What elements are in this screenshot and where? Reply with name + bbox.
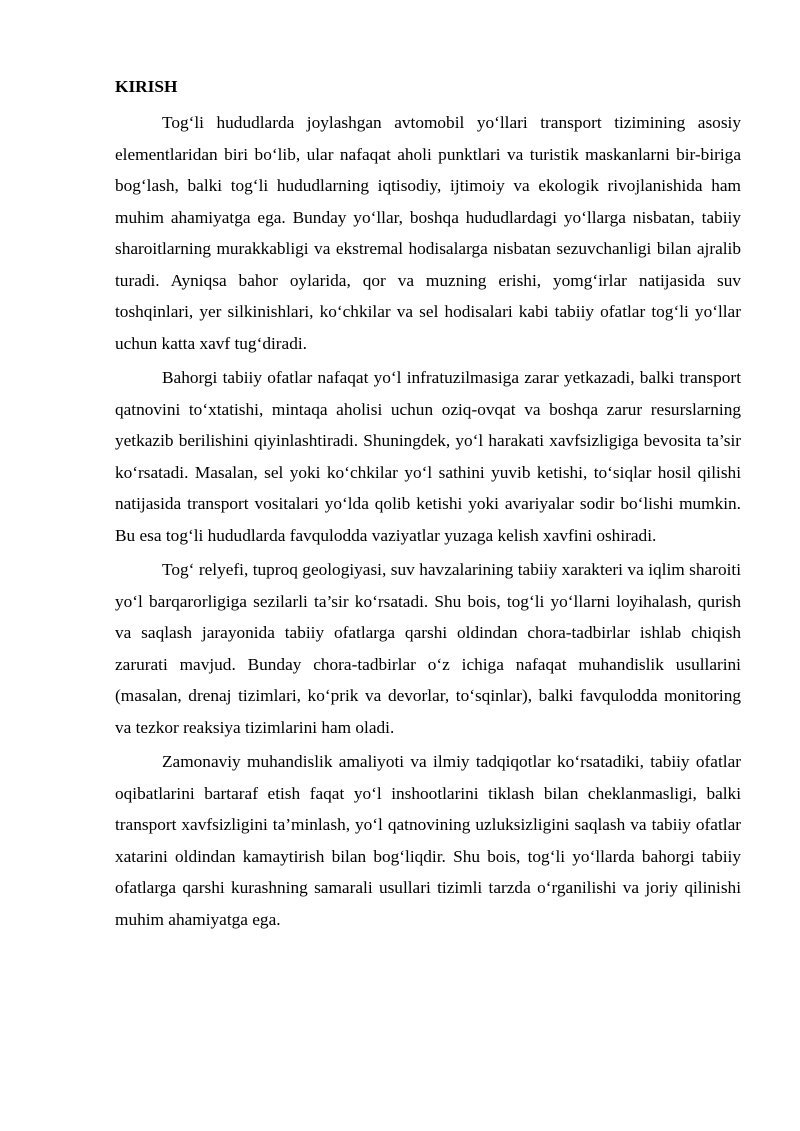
- section-heading: KIRISH: [115, 77, 178, 96]
- paragraph-1: Tog‘li hududlarda joylashgan avtomobil yo‘llari transport tizimining asosiy elementlaridan biri bo‘lib, ular nafaqat aholi punktlari va turistik maskanlarni bir-biriga bog‘lash, balki tog‘li hududlarning iqtisodiy, ijtimoiy va ekologik rivojlanishida ham muhim ahamiyatga ega. Bunday yo‘llar, boshqa hududlardagi yo‘llarga nisbatan, tabiiy sharoitlarning murakkabligi va ekstremal hodisalarga nisbatan sezuvchanligi bilan ajralib turadi. Ayniqsa bahor oylarida, qor va muzning erishi, yomg‘irlar natijasida suv toshqinlari, yer silkinishlari, ko‘chkilar va sel hodisalari kabi tabiiy ofatlar tog‘li yo‘llar uchun katta xavf tug‘diradi.: [115, 113, 741, 353]
- paragraph-3: Tog‘ relyefi, tuproq geologiyasi, suv havzalarining tabiiy xarakteri va iqlim sharoiti yo‘l barqarorligiga sezilarli ta’sir ko‘rsatadi. Shu bois, tog‘li yo‘llarni loyihalash, qurish va saqlash jarayonida tabiiy ofatlarga qarshi oldindan chora-tadbirlar ishlab chiqish zarurati mavjud. Bunday chora-tadbirlar o‘z ichiga nafaqat muhandislik usullarini (masalan, drenaj tizimlari, ko‘prik va devorlar, to‘sqinlar), balki favqulodda monitoring va tezkor reaksiya tizimlarini ham oladi.: [115, 560, 741, 737]
- document-body: [115, 74, 741, 938]
- paragraph-4: Zamonaviy muhandislik amaliyoti va ilmiy tadqiqotlar ko‘rsatadiki, tabiiy ofatlar oqibatlarini bartaraf etish faqat yo‘l inshootlarini tiklash bilan cheklanmasligi, balki transport xavfsizligini ta’minlash, yo‘l qatnovining uzluksizligini saqlash va tabiiy ofatlar xatarini oldindan kamaytirish bilan bog‘liqdir. Shu bois, tog‘li yo‘llarda bahorgi tabiiy ofatlarga qarshi kurashning samarali usullari tizimli tarzda o‘rganilishi va joriy qilinishi muhim ahamiyatga ega.: [115, 752, 741, 929]
- paragraph-2: Bahorgi tabiiy ofatlar nafaqat yo‘l infratuzilmasiga zarar yetkazadi, balki transport qatnovini to‘xtatishi, mintaqa aholisi uchun oziq-ovqat va boshqa zarur resurslarning yetkazib berilishini qiyinlashtiradi. Shuningdek, yo‘l harakati xavfsizligiga bevosita ta’sir ko‘rsatadi. Masalan, sel yoki ko‘chkilar yo‘l sathini yuvib ketishi, to‘siqlar hosil qilishi natijasida transport vositalari yo‘lda qolib ketishi yoki avariyalar sodir bo‘lishi mumkin. Bu esa tog‘li hududlarda favqulodda vaziyatlar yuzaga kelish xavfini oshiradi.: [115, 368, 741, 545]
